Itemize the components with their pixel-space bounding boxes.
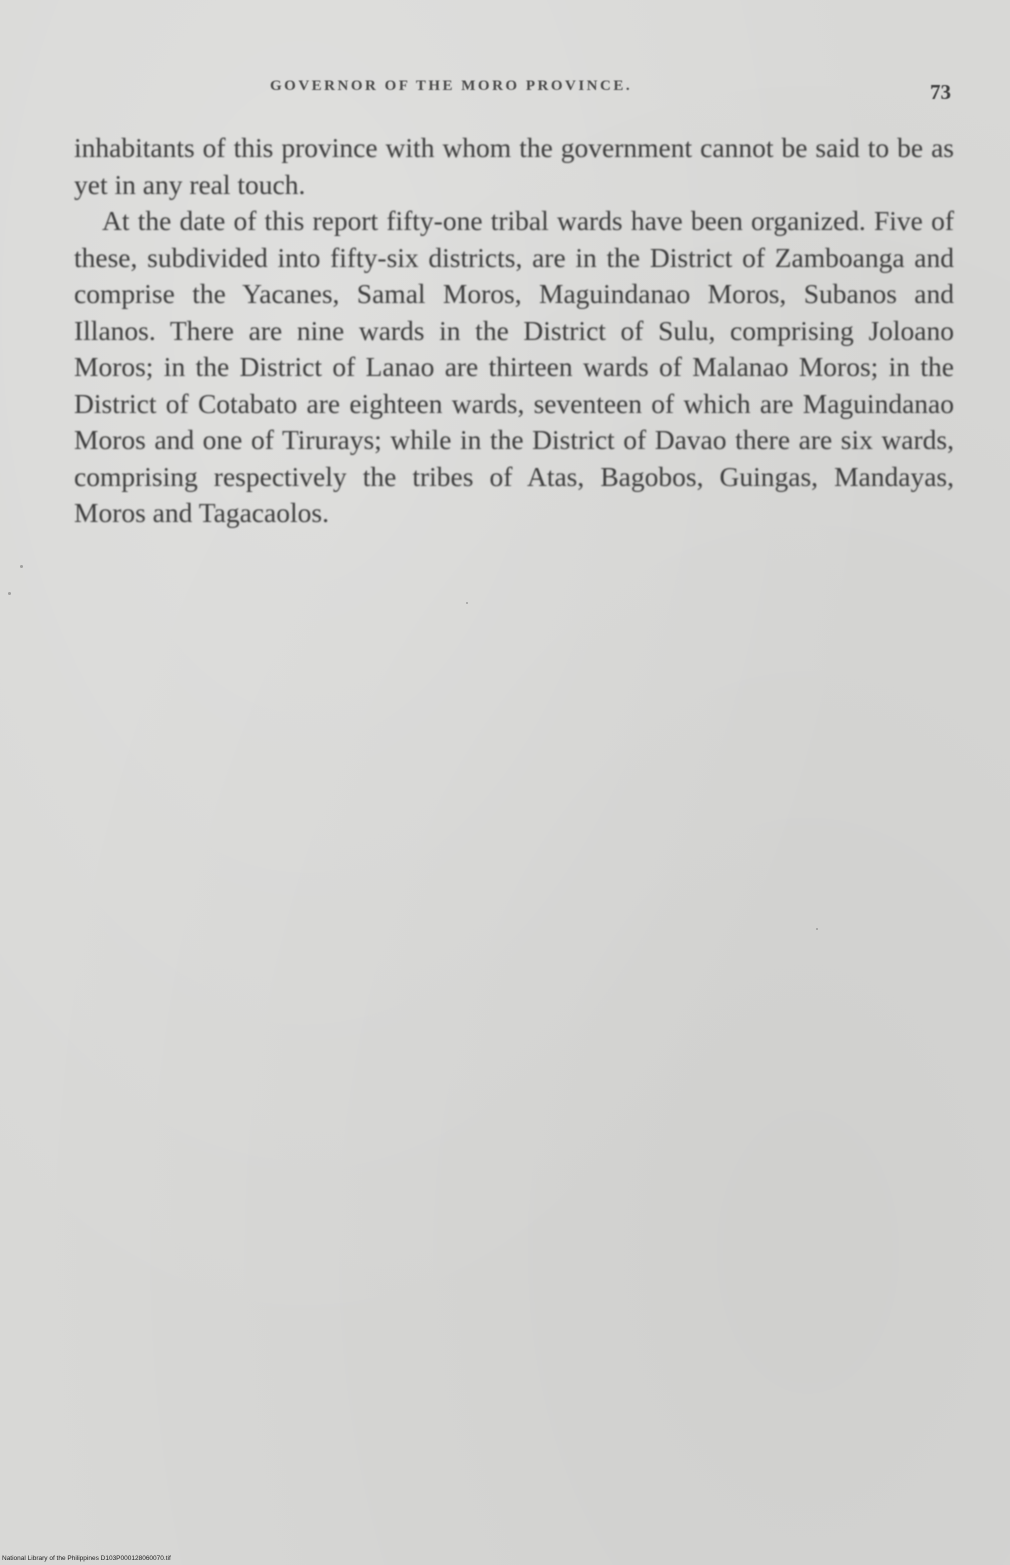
- scan-speck: [20, 565, 23, 568]
- paragraph-continuation: inhabitants of this province with whom the government cannot be said to be as yet in any real touch.: [74, 132, 954, 200]
- paragraph-tribal-wards: At the date of this report fifty-one tribal wards have been organized. Five of these, subdivided into fifty-six districts, are in the District of Zamboanga and comprise the Yacanes, Samal Moros, Maguindanao Moros, Subanos and Illanos. There are nine wards in the District of Sulu, comprising Joloano Moros; in the District of Lanao are thirteen wards of Malanao Moros; in the District of Cotabato are eighteen wards, seventeen of which are Maguindanao Moros and one of Tirurays; while in the District of Davao there are six wards, comprising respectively the tribes of Atas, Bagobos, Guingas, Mandayas, Moros and Tagacaolos.: [74, 205, 954, 528]
- scan-speck: [8, 592, 11, 595]
- body-text: [74, 130, 954, 532]
- page-number: 73: [930, 80, 951, 104]
- scan-speck: [816, 928, 818, 930]
- running-head: GOVERNOR OF THE MORO PROVINCE.: [270, 78, 633, 94]
- footer-credit: National Library of the Philippines D103P000128060070.tif: [2, 1555, 171, 1562]
- scan-speck: [466, 602, 468, 604]
